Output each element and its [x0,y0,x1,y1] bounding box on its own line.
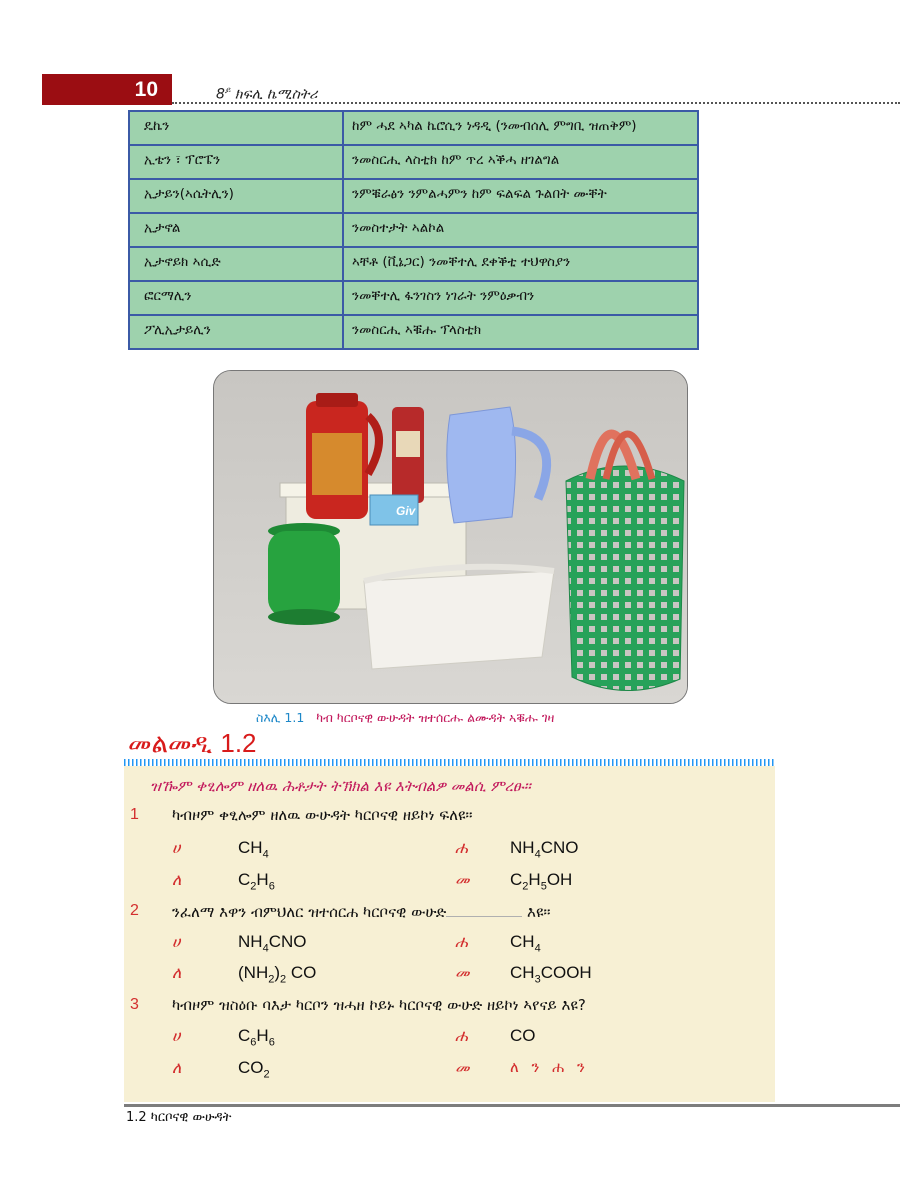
q1-option-b: $C_2H_6$ [238,870,275,893]
q2-option-b: $(NH_2)_2$ CO [238,963,317,986]
q1-option-b-label: ለ [172,870,182,889]
q3-option-c: CO [510,1026,536,1045]
q2-option-b-label: ለ [172,963,182,982]
q2-option-c: $CH_4$ [510,932,541,955]
table-row [129,111,698,145]
question-3-number: 3 [130,996,139,1013]
running-title-text: ክፍሊ ኬሚስትሪ [234,86,318,103]
table-row [129,247,698,281]
compound-use-cell: ንመስተታት ኣልኮል [343,213,698,247]
compound-name-cell: ኢታኖል [129,213,343,247]
q2-option-d-label: መ [455,963,470,982]
q3-option-a-label: ሀ [172,1026,181,1045]
q3-option-b: $CO_2$ [238,1058,270,1081]
question-3-text: ካብዞም ዝስዕቡ ባእታ ካርቦን ዝሓዘ ኮይኑ ካርቦናዊ ውሁድ ዘይኮነ ኣየናይ እዩ? [172,996,586,1014]
compound-use-cell: ንመስርሒ ላስቲክ ከም ጥረ ኣቕሓ ዘገልግል [343,145,698,179]
compound-use-cell: ኣቸቶ (ቪኔጋር) ንመቐተሊ ደቀቕቲ ተህዋስያን [343,247,698,281]
header-dotted-rule [172,102,900,104]
q1-option-d-label: መ [455,870,470,889]
figure-caption [256,710,554,726]
q1-option-c: $NH_4CNO$ [510,838,579,861]
footer-section-title: 1.2 ካርቦናዊ ውሁዳት [126,1110,232,1125]
compound-use-cell: ንመቐተሊ ፋንገስን ነገራት ንምዕቃብን [343,281,698,315]
running-title [216,86,317,103]
q1-option-d: $C_2H_5OH$ [510,870,573,893]
compound-uses-table [128,110,699,350]
q2-option-a-label: ሀ [172,932,181,951]
compound-name-cell: ኢቴን ፣ ፕሮፔን [129,145,343,179]
q3-option-c-label: ሐ [455,1026,468,1045]
running-title-sup: ይ [224,86,231,96]
q1-option-a: $CH_4$ [238,838,269,861]
compound-name-cell: ኢታይን(ኣሴትሊን) [129,179,343,213]
table-row [129,315,698,349]
figure-caption-text: ካብ ካርቦናዊ ውሁዳት ዝተሰርሑ ልሙዳት ኣቑሑ ገዛ [316,710,555,725]
q1-option-a-label: ሀ [172,838,181,857]
q3-option-a: $C_6H_6$ [238,1026,275,1049]
q2-option-d: $CH_3COOH$ [510,963,592,986]
compound-name-cell: ዴኬን [129,111,343,145]
running-title-grade: 8 [216,86,225,103]
page-number: 10 [134,78,158,101]
q2-option-a: $NH_4CNO$ [238,932,307,955]
q3-option-d-label: መ [455,1058,470,1077]
exercise-title-number: 1.2 [220,728,257,758]
answer-blank [446,902,522,917]
photo-illustration [214,371,687,703]
compound-name-cell: ኢታኖይክ ኣሲድ [129,247,343,281]
q3-option-d: ለ ን ሐ ን [510,1058,589,1076]
household-plastics-photo [213,370,688,704]
exercise-instruction: ዝዀም ቀፂሎም ዘለዉ ሕቶታት ትኽክል እዩ እትብልዎ መልሲ ምረፁ። [150,777,531,795]
table-row [129,213,698,247]
question-2-text: ንፈለማ እዋን ብምህለር ዝተሰርሐ ካርቦናዊ ውሁድ እዩ። [172,903,551,921]
exercise-title [128,728,257,760]
figure-label: ስእሊ 1.1 [256,710,305,725]
exercise-title-word: መልመዲ [128,728,213,758]
compound-use-cell: ንመስርሒ ኣቑሑ ፕላስቲክ [343,315,698,349]
compound-name-cell: ፎርማሊን [129,281,343,315]
q1-option-c-label: ሐ [455,838,468,857]
exercise-stripe [124,759,775,766]
question-2-number: 2 [130,902,139,919]
table-row [129,179,698,213]
page-number-badge [42,74,172,105]
compound-use-cell: ንምቑራፅን ንምልሓምን ከም ፍልፍል ጉልበት ሙቐት [343,179,698,213]
q2-option-c-label: ሐ [455,932,468,951]
table-row [129,281,698,315]
q3-option-b-label: ለ [172,1058,182,1077]
soap-brand-text: Giv [396,504,416,518]
table-row [129,145,698,179]
footer-rule [124,1104,900,1107]
question-1-number: 1 [130,806,139,823]
question-1-text: ካብዞም ቀፂሎም ዘለዉ ውሁዳት ካርቦናዊ ዘይኮነ ፍለዩ። [172,806,473,824]
compound-name-cell: ፖሊኢታይሊን [129,315,343,349]
compound-use-cell: ከም ሓደ ኣካል ኬሮሲን ነዳዲ (ንመብሰሊ ምግቢ ዝጠቅም) [343,111,698,145]
